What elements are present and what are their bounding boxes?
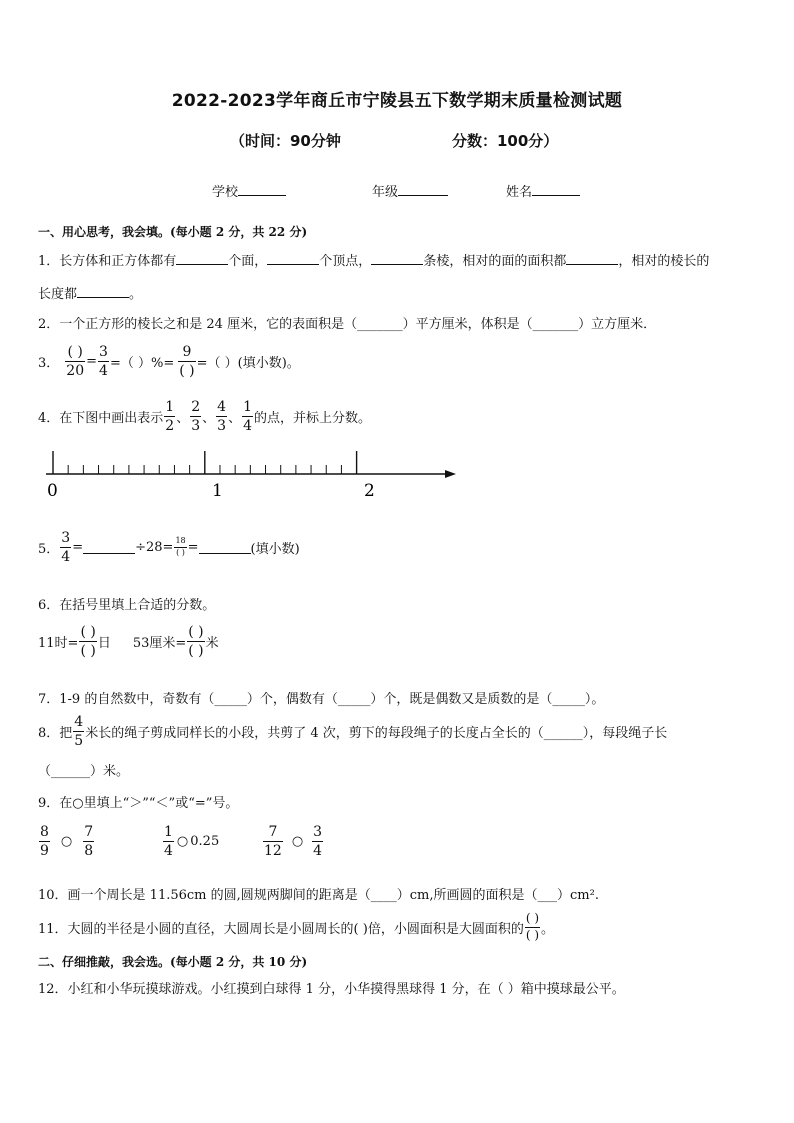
question-5 <box>38 530 300 565</box>
q4-sep: 、 <box>228 411 242 427</box>
q6-a-prefix: 11时= <box>38 636 79 652</box>
question-9: 9．在○里填上“＞”“＜”或“=”号。 <box>38 796 239 811</box>
q3-fraction-3 <box>178 344 195 379</box>
arrow-head-icon <box>445 470 456 478</box>
tick-label-0: 0 <box>47 481 58 501</box>
q5-blank-2[interactable] <box>199 541 251 554</box>
grade-blank[interactable] <box>398 183 448 196</box>
q4-f3-den: 3 <box>217 418 227 435</box>
q9-p3-r-den: 4 <box>313 843 323 860</box>
q1-text-c: 个顶点， <box>319 254 372 269</box>
q9-p3-right <box>312 824 323 859</box>
q8-num: 4 <box>74 714 84 730</box>
fraction-bar <box>187 641 204 642</box>
question-6-items <box>38 624 219 659</box>
q4-f1-num: 1 <box>165 399 175 415</box>
q3-f1-denominator: 20 <box>66 363 85 380</box>
fraction-bar <box>190 416 201 417</box>
q5-small-fraction <box>174 537 186 558</box>
fraction-bar <box>39 841 50 842</box>
fraction-bar <box>263 841 283 842</box>
question-1 <box>38 250 709 269</box>
q4-sep: 、 <box>202 411 216 427</box>
fraction-bar <box>83 841 94 842</box>
q3-f2-numerator: 3 <box>99 344 108 360</box>
q1-text-d: 条棱，相对的面的面积都 <box>423 254 567 269</box>
q5-blank-1[interactable] <box>83 541 135 554</box>
q8-fraction <box>73 714 84 749</box>
q1-text-a: 1．长方体和正方体都有 <box>38 254 177 269</box>
q9-p2-circle[interactable]: ○ <box>176 834 189 850</box>
fraction-bar <box>73 731 84 732</box>
q6-b-suffix: 米 <box>205 636 219 652</box>
question-9-pair-1 <box>38 824 95 859</box>
question-8 <box>38 714 667 749</box>
question-7: 7．1-9 的自然数中，奇数有（_____）个，偶数有（_____）个，既是偶数又是质数的是（_____）。 <box>38 692 605 707</box>
q9-p1-l-num: 8 <box>40 824 49 840</box>
q4-prefix: 4．在下图中画出表示 <box>38 411 164 427</box>
q1-blank-4[interactable] <box>566 252 618 265</box>
section-1-heading: 一、用心思考，我会填。(每小题 2 分，共 22 分) <box>38 225 308 239</box>
grade-field <box>372 181 448 200</box>
q8-text-b: 米长的绳子剪成同样长的小段，共剪了 4 次，剪下的每段绳子的长度占全长的（______），每段绳子长 <box>85 726 668 742</box>
grade-label: 年级 <box>372 185 399 200</box>
exam-time: （时间：90分钟 <box>230 132 341 150</box>
tick-label-2: 2 <box>364 481 375 501</box>
q5-small-num: 18 <box>175 536 186 546</box>
q8-den: 5 <box>74 733 84 750</box>
q9-p3-left <box>263 824 283 859</box>
school-label: 学校 <box>212 185 239 200</box>
q3-percent-blank[interactable]: =（ ）%= <box>109 356 175 372</box>
q4-fraction-2 <box>190 399 201 434</box>
q11-fraction <box>525 912 540 943</box>
q9-p1-r-den: 8 <box>84 843 94 860</box>
q3-equals: = <box>86 354 98 370</box>
q4-f3-num: 4 <box>217 399 227 415</box>
q5-eq: = <box>72 540 84 556</box>
q4-f4-num: 1 <box>243 399 253 415</box>
q9-p1-r-num: 7 <box>84 824 94 840</box>
exam-score: 分数：100分） <box>452 132 559 150</box>
q6-a-den[interactable]: ( ) <box>80 643 96 660</box>
q1-text-e: ，相对的棱长的 <box>618 254 710 269</box>
school-blank[interactable] <box>238 183 286 196</box>
fraction-bar <box>178 361 195 362</box>
fraction-bar <box>163 841 174 842</box>
q5-prefix: 5． <box>38 542 60 558</box>
q6-a-num[interactable]: ( ) <box>80 624 96 640</box>
q4-f1-den: 2 <box>165 418 175 435</box>
q11-num[interactable]: ( ) <box>525 911 540 925</box>
q9-p1-right <box>83 824 94 859</box>
q11-den[interactable]: ( ) <box>525 927 540 942</box>
q5-tail: (填小数) <box>250 542 300 558</box>
q5-den: 4 <box>61 549 71 566</box>
q5-eq2: = <box>187 540 199 556</box>
q4-fraction-3 <box>216 399 227 434</box>
q1-text-f: 长度都 <box>38 287 78 302</box>
q3-fraction-1 <box>65 344 85 379</box>
q5-num: 3 <box>61 530 71 546</box>
q4-fraction-1 <box>164 399 175 434</box>
q9-p2-l-den: 4 <box>164 843 173 860</box>
q4-tail: 的点，并标上分数。 <box>254 411 372 427</box>
q5-small-den[interactable]: ( ) <box>176 548 185 558</box>
q9-p3-l-num: 7 <box>268 824 278 840</box>
question-2: 2．一个正方形的棱长之和是 24 厘米，它的表面积是（_______）平方厘米，体积是（_______）立方厘米． <box>38 317 657 332</box>
question-9-pair-3 <box>262 824 324 859</box>
question-12: 12．小红和小华玩摸球游戏。小红摸到白球得 1 分，小华摸得黑球得 1 分，在（ ）箱中摸球最公平。 <box>38 982 625 997</box>
question-6: 6．在括号里填上合适的分数。 <box>38 598 216 613</box>
q5-div: ÷28= <box>135 540 174 556</box>
q5-fraction <box>60 530 71 565</box>
q3-prefix: 3． <box>38 356 60 372</box>
q4-f4-den: 4 <box>243 418 253 435</box>
school-field <box>212 181 286 200</box>
q9-p3-l-den: 12 <box>264 843 282 860</box>
q6-b-fraction <box>187 624 204 659</box>
q9-p2-l-num: 1 <box>164 824 173 840</box>
tick-marks <box>53 451 357 474</box>
question-1-line2 <box>38 283 142 302</box>
fraction-bar <box>98 361 109 362</box>
name-label: 姓名 <box>506 185 533 200</box>
q3-fraction-2 <box>98 344 109 379</box>
fraction-bar <box>242 416 253 417</box>
q1-blank-1[interactable] <box>176 252 228 265</box>
q6-b-prefix: 53厘米= <box>132 636 187 652</box>
number-line[interactable] <box>40 448 470 503</box>
name-blank[interactable] <box>532 183 580 196</box>
q9-p1-l-den: 9 <box>40 843 49 860</box>
q6-b-den[interactable]: ( ) <box>188 643 204 660</box>
fraction-bar <box>164 416 175 417</box>
q11-text-a: 11．大圆的半径是小圆的直径，大圆周长是小圆周长的( )倍，小圆面积是大圆面积的 <box>38 921 524 937</box>
q1-text-b: 个面， <box>228 254 268 269</box>
fraction-bar <box>312 841 323 842</box>
q6-b-num[interactable]: ( ) <box>188 624 204 640</box>
q8-text-a: 8．把 <box>38 726 73 742</box>
q1-blank-2[interactable] <box>267 252 319 265</box>
question-11 <box>38 912 554 943</box>
q9-p3-r-num: 3 <box>313 824 323 840</box>
fraction-bar <box>79 641 96 642</box>
q3-decimal-blank[interactable]: =（ ）(填小数)。 <box>196 356 300 372</box>
name-field <box>506 181 580 200</box>
q9-p1-left <box>39 824 50 859</box>
q1-blank-5[interactable] <box>77 285 129 298</box>
question-9-pair-2 <box>162 824 219 859</box>
q11-text-b: 。 <box>541 921 555 937</box>
q9-p3-circle[interactable]: ○ <box>291 834 304 850</box>
fraction-bar <box>65 361 85 362</box>
question-3 <box>38 344 300 379</box>
q3-f2-denominator: 4 <box>99 363 108 380</box>
question-4 <box>38 399 371 434</box>
q3-f1-numerator[interactable]: ( ) <box>67 344 83 360</box>
q4-fraction-4 <box>242 399 253 434</box>
fraction-bar <box>216 416 227 417</box>
q4-sep: 、 <box>176 411 190 427</box>
q9-p1-circle[interactable]: ○ <box>60 834 73 850</box>
q6-a-fraction <box>79 624 96 659</box>
tick-label-1: 1 <box>212 481 223 501</box>
q1-blank-3[interactable] <box>371 252 423 265</box>
q4-f2-den: 3 <box>191 418 201 435</box>
q1-text-g: 。 <box>129 287 143 302</box>
q9-p2-right: 0.25 <box>190 834 220 850</box>
question-8-line2: （______）米。 <box>38 764 130 779</box>
q9-p2-left <box>163 824 174 859</box>
q4-f2-num: 2 <box>191 399 201 415</box>
fraction-bar <box>60 547 71 548</box>
question-10: 10．画一个周长是 11.56cm 的圆,圆规两脚间的距离是（____）cm,所画圆的面积是（___）cm². <box>38 888 599 903</box>
q3-f3-denominator[interactable]: ( ) <box>179 363 195 380</box>
q3-f3-numerator: 9 <box>182 344 192 360</box>
page-title: 2022-2023学年商丘市宁陵县五下数学期末质量检测试题 <box>171 91 623 111</box>
section-2-heading: 二、仔细推敲，我会选。(每小题 2 分，共 10 分) <box>38 955 308 969</box>
q6-a-suffix: 日 <box>97 636 111 652</box>
